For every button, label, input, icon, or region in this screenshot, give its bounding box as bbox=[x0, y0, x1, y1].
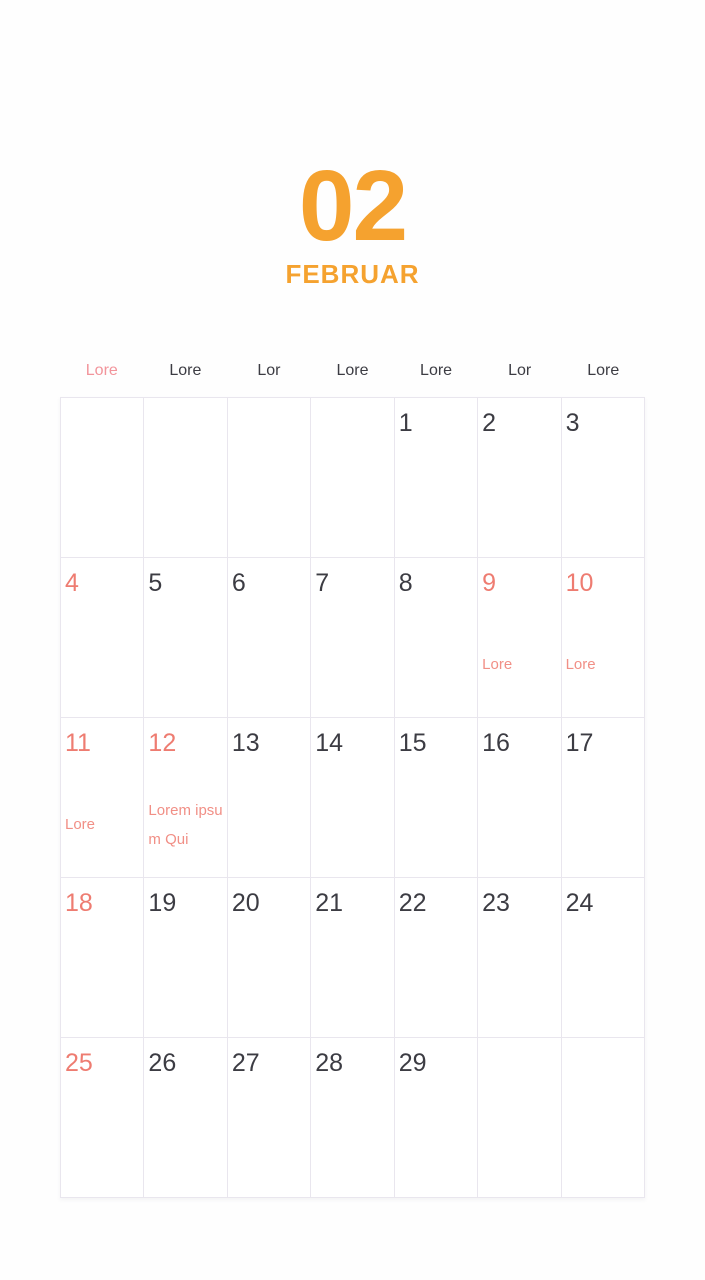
day-cell-24[interactable] bbox=[562, 878, 645, 1038]
day-cell-empty bbox=[562, 1038, 645, 1198]
day-number: 1 bbox=[398, 409, 413, 437]
day-cell-9[interactable] bbox=[478, 558, 561, 718]
day-cell-10[interactable] bbox=[562, 558, 645, 718]
day-cell-23[interactable] bbox=[478, 878, 561, 1038]
day-cell-7[interactable] bbox=[311, 558, 394, 718]
event-label[interactable]: Lore bbox=[65, 816, 96, 833]
day-cell-6[interactable] bbox=[228, 558, 311, 718]
day-number: 23 bbox=[482, 889, 510, 917]
day-cell-empty bbox=[144, 398, 227, 558]
day-number bbox=[148, 398, 226, 452]
day-number bbox=[482, 1038, 560, 1092]
day-number: 26 bbox=[148, 1049, 177, 1077]
day-cell-2[interactable] bbox=[478, 398, 561, 558]
day-cell-5[interactable] bbox=[144, 558, 227, 718]
event-label[interactable]: Lore bbox=[565, 656, 596, 673]
day-number: 22 bbox=[398, 889, 427, 917]
day-number: 9 bbox=[482, 569, 497, 597]
day-number: 28 bbox=[315, 1049, 344, 1077]
day-number bbox=[65, 398, 143, 452]
day-number: 13 bbox=[231, 729, 260, 757]
event-area bbox=[482, 612, 560, 717]
day-number: 2 bbox=[482, 409, 497, 437]
day-number: 25 bbox=[65, 1049, 93, 1077]
day-number: 7 bbox=[315, 569, 330, 597]
day-cell-15[interactable] bbox=[395, 718, 478, 878]
day-number bbox=[566, 1038, 644, 1092]
day-number: 24 bbox=[565, 889, 594, 917]
day-cell-empty bbox=[478, 1038, 561, 1198]
day-number: 12 bbox=[148, 729, 177, 757]
day-cell-18[interactable] bbox=[61, 878, 144, 1038]
day-number: 4 bbox=[65, 569, 79, 597]
day-number: 16 bbox=[482, 729, 510, 757]
day-cell-29[interactable] bbox=[395, 1038, 478, 1198]
day-cell-13[interactable] bbox=[228, 718, 311, 878]
weekday-header-row bbox=[60, 356, 645, 386]
weekday-label-5: Lore bbox=[420, 362, 453, 379]
day-cell-17[interactable] bbox=[562, 718, 645, 878]
day-number: 20 bbox=[231, 889, 260, 917]
month-number: 02 bbox=[298, 150, 407, 262]
day-number: 27 bbox=[231, 1049, 260, 1077]
day-number: 17 bbox=[565, 729, 594, 757]
day-number: 21 bbox=[315, 889, 344, 917]
weekday-label-3: Lor bbox=[257, 362, 281, 379]
day-cell-1[interactable] bbox=[395, 398, 478, 558]
day-number bbox=[315, 398, 393, 452]
day-cell-3[interactable] bbox=[562, 398, 645, 558]
day-number bbox=[232, 398, 310, 452]
day-cell-8[interactable] bbox=[395, 558, 478, 718]
day-number: 19 bbox=[148, 889, 177, 917]
month-name: FEBRUAR bbox=[285, 259, 420, 289]
day-number: 3 bbox=[565, 409, 580, 437]
calendar bbox=[60, 356, 645, 1198]
day-number: 29 bbox=[398, 1049, 427, 1077]
weekday-label-1: Lore bbox=[85, 362, 118, 379]
day-number: 18 bbox=[65, 889, 93, 917]
day-cell-20[interactable] bbox=[228, 878, 311, 1038]
day-cell-19[interactable] bbox=[144, 878, 227, 1038]
day-cell-26[interactable] bbox=[144, 1038, 227, 1198]
day-cell-empty bbox=[311, 398, 394, 558]
day-cell-27[interactable] bbox=[228, 1038, 311, 1198]
month-title-block bbox=[0, 0, 705, 290]
weekday-label-2: Lore bbox=[169, 362, 202, 379]
weekday-label-4: Lore bbox=[336, 362, 369, 379]
day-cell-21[interactable] bbox=[311, 878, 394, 1038]
day-cell-16[interactable] bbox=[478, 718, 561, 878]
event-label[interactable]: Lorem ipsum Qui bbox=[148, 801, 223, 848]
day-number: 15 bbox=[398, 729, 427, 757]
calendar-grid bbox=[60, 397, 645, 1198]
weekday-label-7: Lore bbox=[587, 362, 620, 379]
event-area bbox=[566, 612, 644, 717]
day-cell-4[interactable] bbox=[61, 558, 144, 718]
day-cell-11[interactable] bbox=[61, 718, 144, 878]
day-cell-28[interactable] bbox=[311, 1038, 394, 1198]
day-number: 8 bbox=[398, 569, 413, 597]
day-cell-22[interactable] bbox=[395, 878, 478, 1038]
day-number: 5 bbox=[148, 569, 163, 597]
day-cell-empty bbox=[61, 398, 144, 558]
day-cell-14[interactable] bbox=[311, 718, 394, 878]
day-number: 14 bbox=[315, 729, 344, 757]
day-number: 10 bbox=[565, 569, 594, 597]
event-area bbox=[65, 772, 143, 877]
day-cell-empty bbox=[228, 398, 311, 558]
weekday-label-6: Lor bbox=[508, 362, 532, 379]
event-area bbox=[148, 772, 226, 877]
event-label[interactable]: Lore bbox=[482, 656, 513, 673]
day-number: 6 bbox=[231, 569, 246, 597]
day-cell-25[interactable] bbox=[61, 1038, 144, 1198]
day-cell-12[interactable] bbox=[144, 718, 227, 878]
day-number: 11 bbox=[65, 729, 91, 757]
